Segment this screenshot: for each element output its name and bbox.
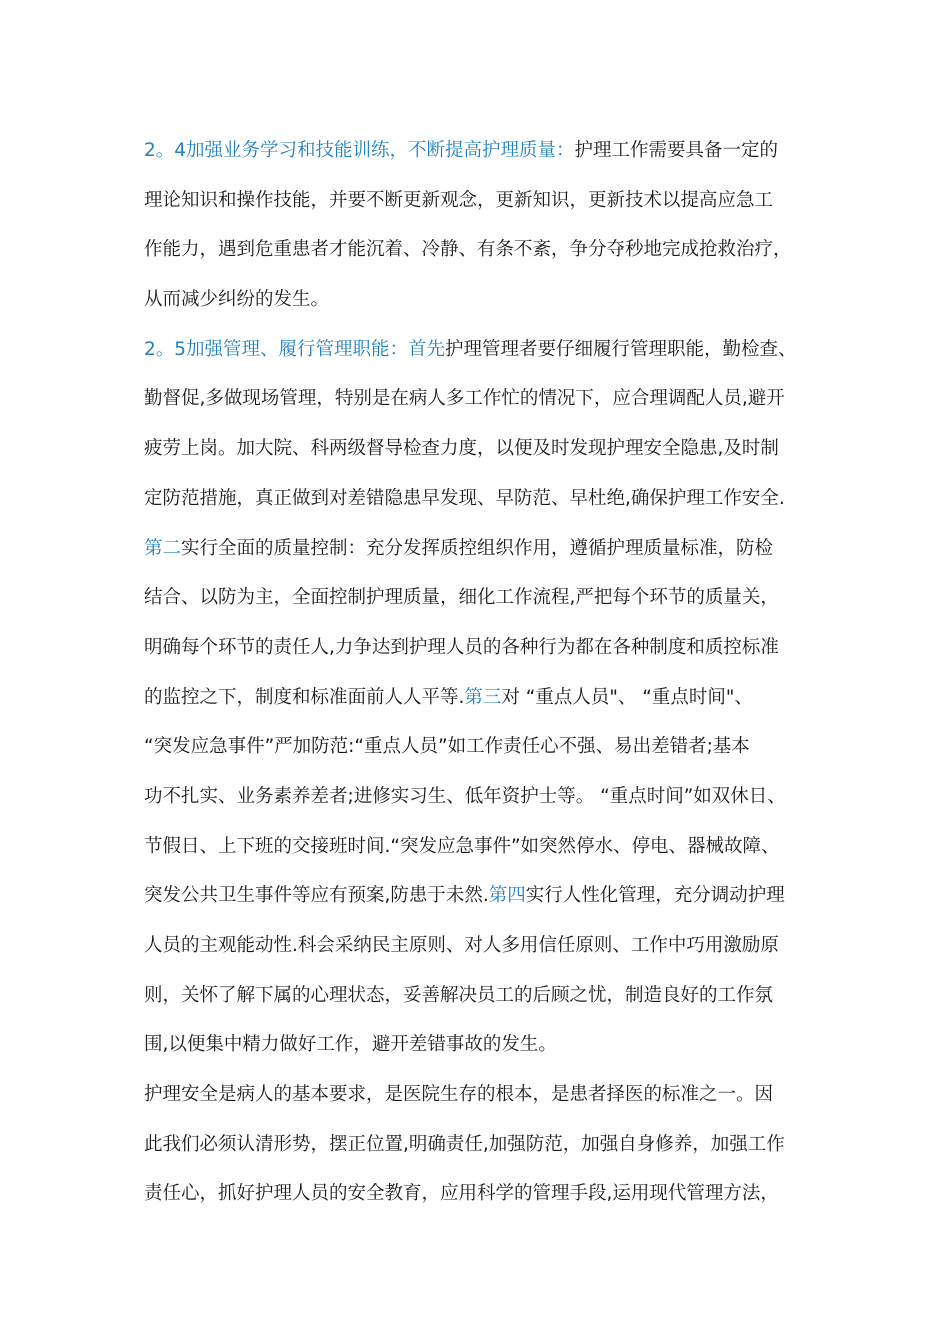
body-text: 疲劳上岗。加大院、科两级督导检查力度，以便及时发现护理安全隐患,及时制 [144,438,779,460]
text-line [144,772,808,822]
body-text: 结合、以防为主，全面控制护理质量，细化工作流程,严把每个环节的质量关， [144,587,779,609]
text-line [144,623,808,673]
body-text: 则，关怀了解下属的心理状态，妥善解决员工的后顾之忧，制造良好的工作氛 [144,984,774,1006]
text-line [144,1070,808,1120]
text-line [144,673,808,723]
body-text: 实行人性化管理，充分调动护理 [525,885,785,907]
text-line [144,822,808,872]
highlighted-heading-text: 第二 [144,537,182,559]
body-text: 护理工作需要具备一定的 [574,140,779,161]
body-text: “突发应急事件”严加防范:“重点人员”如工作责任心不强、易出差错者;基本 [144,736,750,758]
text-line [144,176,808,226]
body-text: 责任心，抓好护理人员的安全教育，应用科学的管理手段,运用现代管理方法， [144,1183,779,1205]
text-line [144,921,808,971]
highlighted-heading-text: 2。5加强管理、履行管理职能：首先 [144,338,446,360]
highlighted-heading-text: 2。4加强业务学习和技能训练，不断提高护理质量： [144,140,575,161]
body-text: 理论知识和操作技能，并要不断更新观念，更新知识，更新技术以提高应急工 [144,189,774,211]
body-text: 定防范措施，真正做到对差错隐患早发现、早防范、早杜绝,确保护理工作安全. [144,487,785,509]
text-line [144,275,808,325]
body-text: 的监控之下，制度和标准面前人人平等. [144,686,465,708]
highlighted-heading-text: 第三 [464,686,502,708]
body-text: 突发公共卫生事件等应有预案,防患于未然. [144,885,489,907]
text-line [144,374,808,424]
body-text: 从而减少纠纷的发生。 [144,289,330,311]
body-text: 作能力，遇到危重患者才能沉着、冷静、有条不紊，争分夺秒地完成抢救治疗， [144,239,792,261]
body-text: 明确每个环节的责任人,力争达到护理人员的各种行为都在各种制度和质控标准 [144,636,779,658]
text-line [144,871,808,921]
body-text: 护理管理者要仔细履行管理职能，勤检查、 [445,338,797,360]
text-line [144,1120,808,1170]
body-text: 节假日、上下班的交接班时间.“突发应急事件”如突然停水、停电、器械故障、 [144,835,780,857]
text-line [144,722,808,772]
text-line [144,325,808,375]
text-line [144,1020,808,1070]
body-text: 对 “重点人员"、 “重点时间"、 [501,686,753,708]
body-text: 勤督促,多做现场管理，特别是在病人多工作忙的情况下，应合理调配人员,避开 [144,388,785,410]
text-line [144,126,808,176]
text-line [144,424,808,474]
body-text: 实行全面的质量控制：充分发挥质控组织作用，遵循护理质量标准，防检 [181,537,774,559]
body-text: 此我们必须认清形势，摆正位置,明确责任,加强防范，加强自身修养，加强工作 [144,1133,785,1155]
body-text: 护理安全是病人的基本要求，是医院生存的根本，是患者择医的标准之一。因 [144,1084,774,1106]
text-line [144,474,808,524]
body-text: 人员的主观能动性.科会采纳民主原则、对人多用信任原则、工作中巧用激励原 [144,935,779,956]
text-line [144,971,808,1021]
text-line [144,225,808,275]
text-line [144,573,808,623]
body-text: 围,以便集中精力做好工作，避开差错事故的发生。 [144,1034,557,1056]
text-line [144,524,808,574]
text-line [144,1169,808,1219]
highlighted-heading-text: 第四 [488,885,526,907]
body-text: 功不扎实、业务素养差者;进修实习生、低年资护士等。 “重点时间”如双休日、 [144,785,786,807]
document-body [144,126,808,1219]
